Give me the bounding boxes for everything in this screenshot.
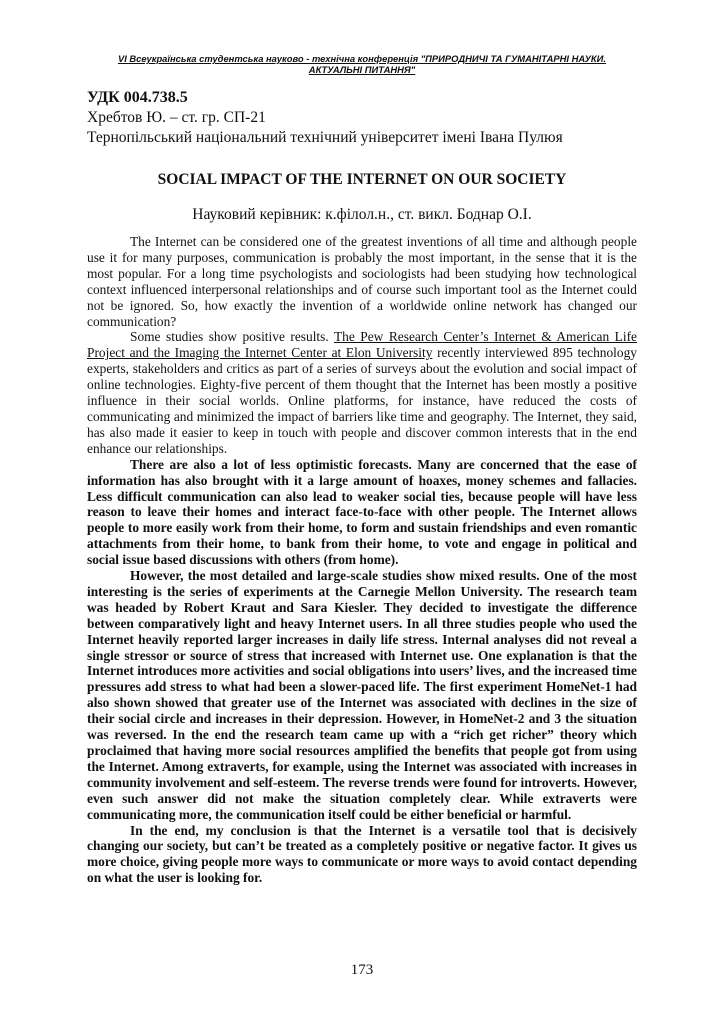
paper-title: SOCIAL IMPACT OF THE INTERNET ON OUR SOCIETY	[157, 171, 567, 188]
conference-header	[80, 53, 644, 75]
paragraph-2	[87, 329, 637, 456]
paragraph-5: In the end, my conclusion is that the Internet is a versatile tool that is decisively changing our society, but can’t be treated as a completely positive or negative factor. It gives us more choice, giving people more ways to communicate or more ways to avoid contact depending on what the user is looking for.	[87, 822, 637, 886]
page-number: 173	[350, 962, 374, 978]
pew-research-link[interactable]: The Pew Research Center’s Internet & American Life Project and the Imaging the Internet Center at Elon University	[87, 329, 637, 361]
paragraph-1: The Internet can be considered one of the greatest inventions of all time and although people use it for many purposes, communication is probably the most important, in the sense that it is the most popular. For a long time psychologists and sociologists had been studying how technological context influenced interpersonal relationships and of course such important tool as the Internet could not be ignored. So, how exactly the invention of a worldwide online network has changed our communication?	[87, 234, 637, 329]
conference-header-line-1: VI Всеукраїнська студентська науково - технічна конференція "ПРИРОДНИЧІ ТА ГУМАНІТАРНІ НАУКИ.	[117, 53, 607, 64]
udk-code: УДК 004.738.5	[87, 89, 188, 106]
paragraph-2-rest: recently interviewed 895 technology experts, stakeholders and critics as part of a series of surveys about the evolution and social impact of online technologies. Eighty-five percent of them thought that the Internet has been mostly a positive influence in their social worlds. Online platforms, for instance, have reduced the costs of communicating and minimized the impact of barriers like time and geography. The Internet, they said, has also made it easier to keep in touch with people and discover common interests that in the end enhance our relationships.	[87, 345, 637, 456]
paragraph-2-intro: Some studies show positive results.	[130, 329, 334, 345]
university-line: Тернопільський національний технічний університет імені Івана Пулюя	[87, 129, 563, 146]
conference-header-line-2: АКТУАЛЬНІ ПИТАННЯ"	[308, 64, 416, 75]
article-body	[87, 234, 637, 886]
paragraph-4: However, the most detailed and large-scale studies show mixed results. One of the most interesting is the series of experiments at the Carnegie Mellon University. The research team was headed by Robert Kraut and Sara Kiesler. They decided to investigate the difference between comparatively light and heavy Internet users. In all three studies people who used the Internet heavily reported larger increases in daily life stress. Internal analyses did not reveal a single stressor or source of stress that increased with Internet use. One explanation is that the Internet introduces more activities and social obligations into users’ lives, and the increased time pressures add stress to what had been a slower-paced life. The first experiment HomeNet-1 had also shown showed that greater use of the Internet was associated with declines in the size of their social circle and increases in their depression. However, in HomeNet-2 and 3 the situation was reversed. In the end the research team came up with a “rich get richer” theory which proclaimed that having more social resources amplified the benefits that people got from using the Internet. Among extraverts, for example, using the Internet was associated with increases in community involvement and self-esteem. The reverse trends were found for introverts. However, even such answer did not make the situation completely clear. While extraverts were communicating more, the communication itself could be either beneficial or harmful.	[87, 568, 637, 822]
author-line: Хребтов Ю. – ст. гр. СП-21	[87, 109, 266, 126]
paragraph-3: There are also a lot of less optimistic forecasts. Many are concerned that the ease of information has also brought with it a large amount of hoaxes, money schemes and fallacies. Less difficult communication can also lead to weaker social ties, because people will have less reason to leave their homes and interact face-to-face with other people. The Internet allows people to more easily work from their home, to form and sustain friendships and even romantic attachments from their home, to bank from their home, to vote and engage in political and social issue based discussions with others (from home).	[87, 456, 637, 568]
supervisor-line: Науковий керівник: к.філол.н., ст. викл. Боднар О.І.	[192, 206, 532, 223]
